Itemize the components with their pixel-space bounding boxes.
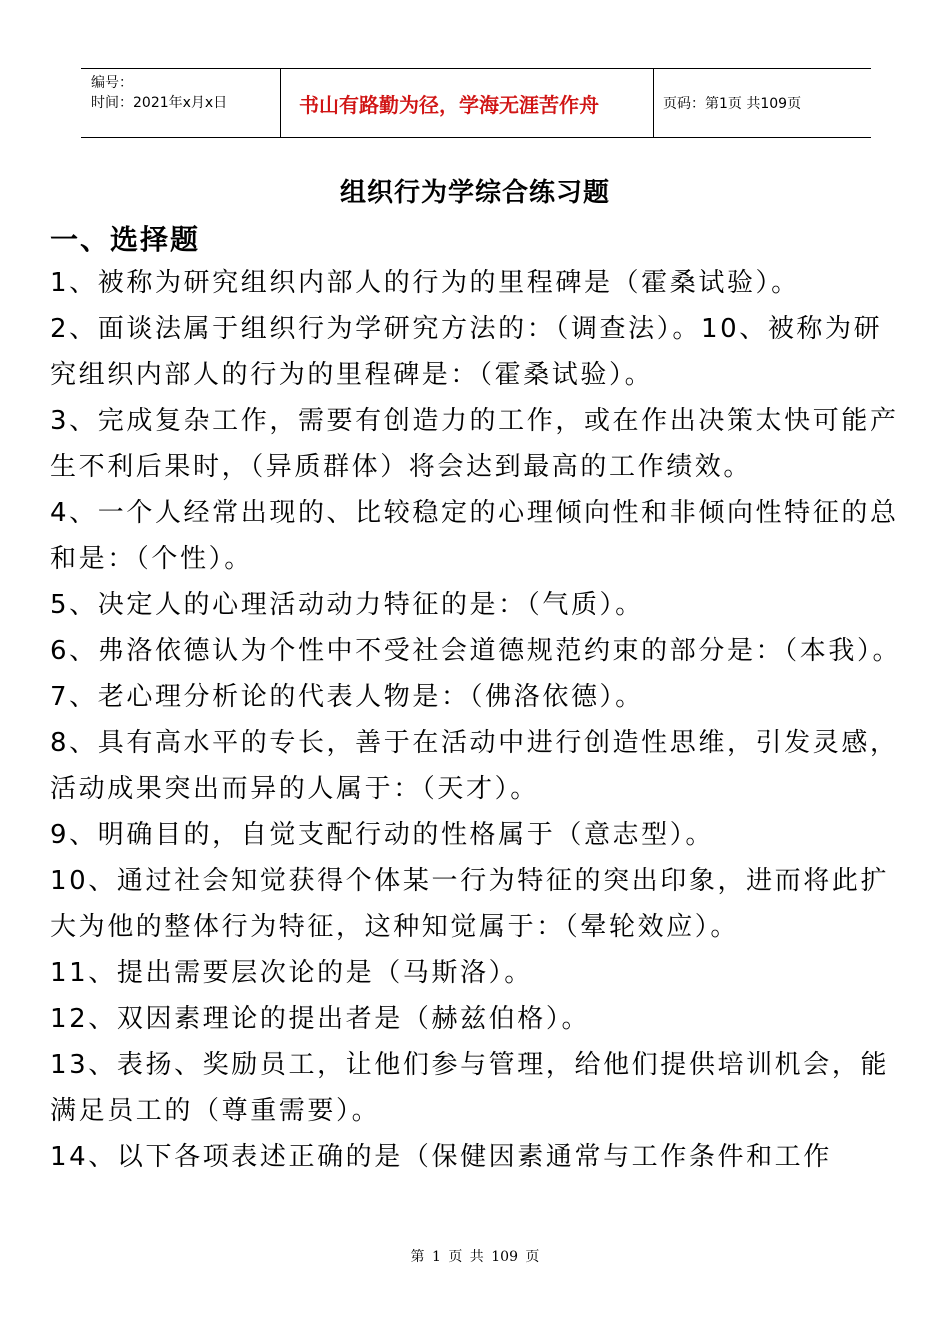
question-list: [50, 260, 902, 1180]
section-heading: 一、选择题: [50, 223, 201, 256]
question-item: 9、明确目的，自觉支配行动的性格属于（意志型）。: [50, 820, 714, 850]
question-item: 14、以下各项表述正确的是（保健因素通常与工作条件和工作: [50, 1142, 832, 1172]
number-label: 编号：: [91, 75, 133, 91]
question-item: 1、被称为研究组织内部人的行为的里程碑是（霍桑试验）。: [50, 268, 800, 298]
document-title: 组织行为学综合练习题: [339, 178, 610, 208]
question-item: 3、完成复杂工作，需要有创造力的工作，或在作出决策太快可能产生不利后果时，（异质群体）将会达到最高的工作绩效。: [50, 406, 899, 482]
question-item: 6、弗洛依德认为个性中不受社会道德规范约束的部分是：（本我）。: [50, 636, 902, 666]
page-code-text: 页码：第1页 共109页: [663, 96, 802, 112]
question-item: 10、通过社会知觉获得个体某一行为特征的突出印象，进而将此扩大为他的整体行为特征，这种知觉属于：（晕轮效应）。: [50, 866, 890, 942]
question-item: 12、双因素理论的提出者是（赫兹伯格）。: [50, 1004, 591, 1034]
question-item: 5、决定人的心理活动动力特征的是：（气质）。: [50, 590, 644, 620]
question-item: 2、面谈法属于组织行为学研究方法的：（调查法）。10、被称为研究组织内部人的行为的里程碑是：（霍桑试验）。: [50, 314, 883, 390]
header-table: [81, 68, 871, 138]
motto-cell: [281, 69, 654, 137]
motto-text: 书山有路勤为径，学海无涯苦作舟: [299, 92, 599, 117]
question-item: 11、提出需要层次论的是（马斯洛）。: [50, 958, 533, 988]
time-label: 时间：2021年x月x日: [91, 95, 228, 111]
page-footer: 第 1 页 共 109 页: [410, 1249, 540, 1265]
question-item: 7、老心理分析论的代表人物是：（佛洛依德）。: [50, 682, 644, 712]
question-item: 8、具有高水平的专长，善于在活动中进行创造性思维，引发灵感，活动成果突出而异的人属于：（天才）。: [50, 728, 899, 804]
question-item: 13、表扬、奖励员工，让他们参与管理，给他们提供培训机会，能满足员工的（尊重需要）。: [50, 1050, 890, 1126]
question-item: 4、一个人经常出现的、比较稳定的心理倾向性和非倾向性特征的总和是：（个性）。: [50, 498, 899, 574]
header-info-cell: [81, 69, 281, 137]
page-code-cell: [654, 69, 871, 137]
